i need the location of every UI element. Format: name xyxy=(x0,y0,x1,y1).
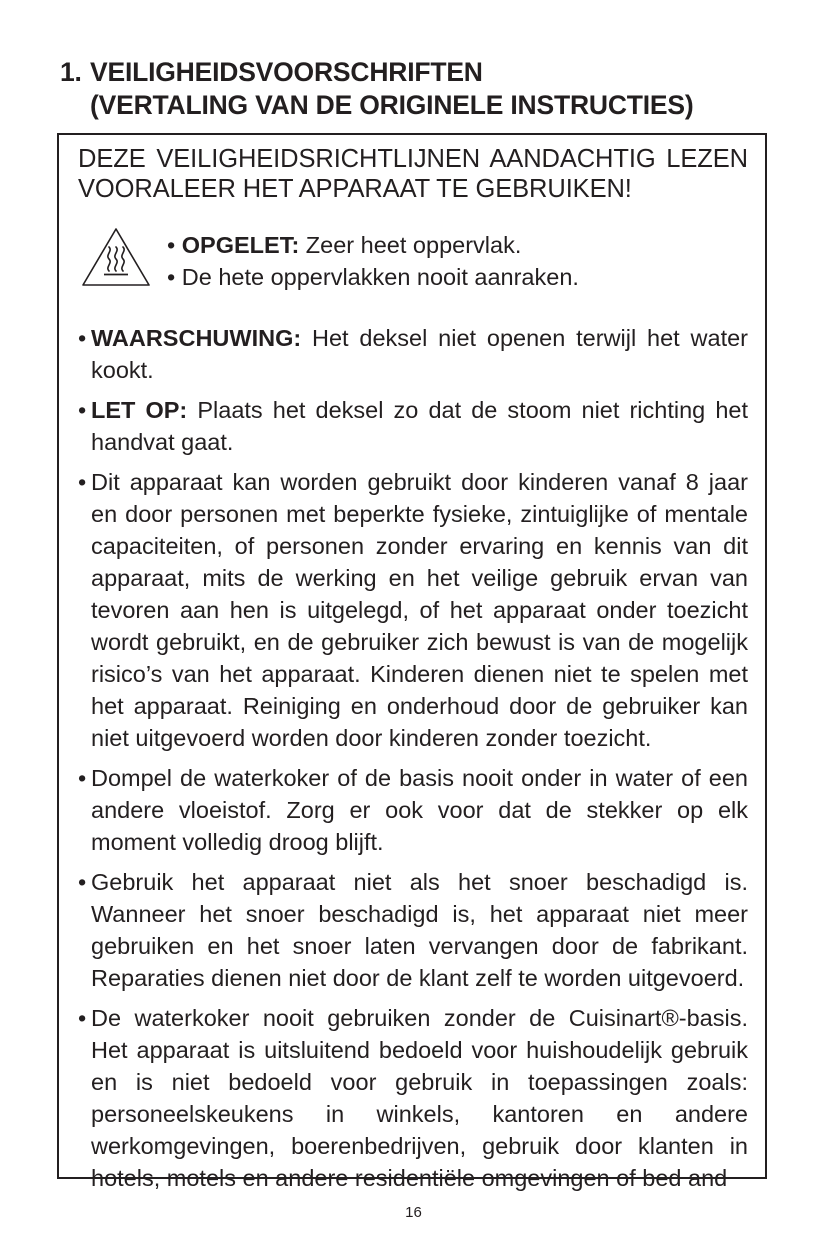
list-item: • WAARSCHUWING: Het deksel niet openen terwijl het water kookt. xyxy=(78,325,748,383)
attention-label: LET OP: xyxy=(91,397,188,423)
hot-surface-warning-icon xyxy=(80,226,152,288)
list-item: • Dit apparaat kan worden gebruikt door kinderen vanaf 8 jaar en door personen met beperkte fysieke, zintuiglijke of mentale capaciteiten, of personen zonder ervaring en kennis van dit apparaat, mits de werking en het veilige gebruik ervan van tevoren aan hen is uitgelegd, of het apparaat onder toezicht wordt gebruikt, en de gebruiker zich bewust is van de mogelijk risico’s van het apparaat. Kinderen dienen niet te spelen met het apparaat. Reiniging en onderhoud door de gebruiker kan niet uitgevoerd worden door kinderen zonder toezicht. xyxy=(78,469,748,751)
list-item: • LET OP: Plaats het deksel zo dat de stoom niet richting het handvat gaat. xyxy=(78,397,748,455)
list-item: • De waterkoker nooit gebruiken zonder de Cuisinart®-basis. Het apparaat is uitsluitend bedoeld voor huishoudelijk gebruik en is niet bedoeld voor gebruik in toepassingen zoals: personeelskeukens in winkels, kantoren en andere werkomgevingen, boerenbedrijven, gebruik door klanten in hotels, motels en andere residentiële omgevingen of bed and xyxy=(78,1005,748,1191)
list-item: • Dompel de waterkoker of de basis nooit onder in water of een andere vloeistof. Zorg er ook voor dat de stekker op elk moment volledig droog blijft. xyxy=(78,765,748,855)
caution-label: OPGELET: xyxy=(181,232,300,258)
section-heading xyxy=(60,56,800,122)
caution-block xyxy=(167,229,727,293)
section-number: 1. xyxy=(60,57,82,87)
list-item: • Gebruik het apparaat niet als het snoer beschadigd is. Wanneer het snoer beschadigd is, het apparaat niet meer gebruiken en het snoer laten vervangen door de fabrikant. Reparaties dienen niet door de klant zelf te worden uitgevoerd. xyxy=(78,869,748,991)
caution-line-1: • OPGELET: Zeer heet oppervlak. xyxy=(167,232,522,258)
safety-list xyxy=(78,322,748,1202)
section-title: VEILIGHEIDSVOORSCHRIFTEN xyxy=(90,57,483,87)
warning-label: WAARSCHUWING: xyxy=(91,325,302,351)
page-number: 16 xyxy=(405,1204,422,1221)
caution-line-2: • De hete oppervlakken nooit aanraken. xyxy=(167,264,579,290)
section-subtitle: (VERTALING VAN DE ORIGINELE INSTRUCTIES) xyxy=(90,90,694,120)
intro-text: DEZE VEILIGHEIDSRICHTLIJNEN AANDACHTIG LEZEN VOORALEER HET APPARAAT TE GEBRUIKEN! xyxy=(78,145,748,203)
